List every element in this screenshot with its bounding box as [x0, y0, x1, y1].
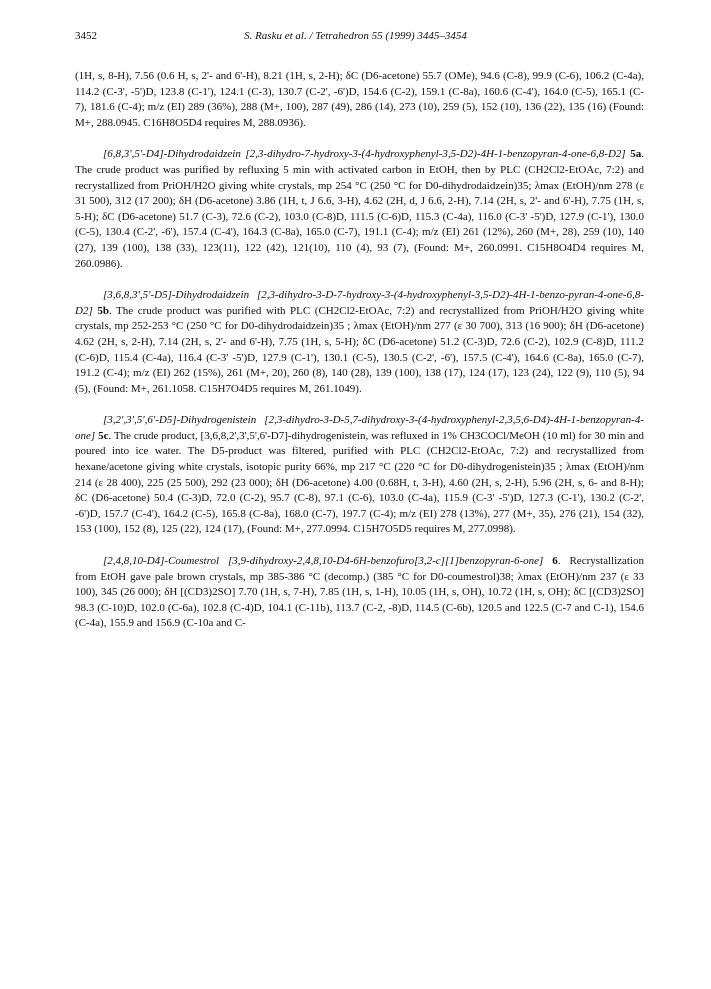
paragraph-text: . The crude product, [3,6,8,2',3',5',6'-D7]-dihydrogenistein, was refluxed in 1% CH3COCl/MeOH (10 ml) for 30 min and poured into ice water. The D5-product was filtered, purified with PLC (CH2Cl2-EtOAc, 7:2) and recrystallized from hexane/acetone giving white crystals, isotopic purity 66%, mp 217 °C (220 °C for D0-dihydrogenistein)35 ; λmax (EtOH)/nm 214 (ε 28 400), 225 (25 500), 292 (23 000); δH (D6-acetone) 4.00 (0.68H, t, 3-H), 4.60 (2H, s, 2-H), 5.96 (2H, s, 6- and 8-H); δC (D6-acetone) 50.4 (C-3)D, 72.0 (C-2), 95.7 (C-8), 97.1 (C-6), 103.0 (C-4a), 115.9 (C-3' -5')D, 127.3 (C-1'), 130.2 (C-2', -6')D, 157.7 (C-4'), 164.2 (C-5), 165.8 (C-8a), 168.0 (C-7), 197.7 (C-4); m/z (EI) 278 (13%), 277 (M+, 35), 276 (21), 154 (32), 153 (100), 152 (8), 125 (22), 124 (17), (Found: M+, 277.0994. C15H7O5D5 requires M, 277.0998).	[75, 429, 644, 536]
paragraph-continued-data	[75, 69, 644, 131]
paragraph-text: . The crude product was purified with PLC (CH2Cl2-EtOAc, 7:2) and recrystallized from PriOH/H2O giving white crystals, mp 252-253 °C (250 °C for D0-dihydrodaidzein)35 ; λmax (EtOH)/nm 277 (ε 30 700), 313 (16 900); δH (D6-acetone) 4.62 (2H, s, 2-H), 7.14 (2H, s, 2'- and 6'-H), 7.75 (1H, s, 5-H); δC (D6-acetone) 51.2 (C-3)D, 72.6 (C-2), 102.9 (C-8)D, 111.2 (C-6)D, 115.4 (C-4a), 116.4 (C-3' -5')D, 127.9 (C-1'), 130.1 (C-5), 130.5 (C-2', -6'), 157.5 (C-4'), 164.6 (C-8a), 165.0 (C-7), 191.2 (C-4); m/z (EI) 262 (15%), 261 (M+, 20), 260 (8), 140 (28), 139 (100), 138 (17), 124 (17), 123 (24), 122 (9), 110 (5), 94 (5), (Found: M+, 261.1058. C15H7O4D5 requires M, 261.1049).	[75, 304, 645, 395]
body-text	[75, 69, 644, 648]
compound-title: [6,8,3',5'-D4]-Dihydrodaidzein [2,3-dihydro-7-hydroxy-3-(4-hydroxyphenyl-3,5-D2)-4H-1-benzopyran-4-one-6,8-D2]	[103, 148, 626, 161]
paragraph-compound-6	[75, 554, 644, 632]
paragraph-text: . The crude product was purified by refluxing 5 min with activated carbon in EtOH, then by PLC (CH2Cl2-EtOAc, 7:2) and recrystallized from PriOH/H2O giving white crystals, mp 254 °C (250 °C for D0-dihydrodaidzein)35; λmax (EtOH)/nm 278 (ε 31 500), 312 (17 200); δH (D6-acetone) 3.86 (1H, t, J 6.6, 3-H), 4.62 (2H, d, J 6.6, 2-H), 7.14 (2H, s, 2'- and 6'-H), 7.75 (1H, s, 5-H); δC (D6-acetone) 51.7 (C-3), 72.6 (C-2), 103.0 (C-8)D, 111.5 (C-6)D, 115.3 (C-4a), 116.0 (C-3' -5')D, 127.9 (C-1'), 130.0 (C-5), 130.4 (C-2', -6'), 157.4 (C-4'), 164.3 (C-8a), 165.0 (C-7), 191.1 (C-4); m/z (EI) 261 (12%), 260 (M+, 28), 259 (10), 140 (27), 139 (100), 138 (33), 123(11), 122 (42), 121(10), 110 (4), 93 (7), (Found: M+, 260.0991. C15H8O4D4 requires M, 260.0986).	[75, 148, 644, 270]
paragraph-compound-5b	[75, 288, 644, 397]
compound-number: 5b	[97, 304, 109, 317]
compound-title: [2,4,8,10-D4]-Coumestrol [3,9-dihydroxy-2,4,8,10-D4-6H-benzofuro[3,2-c][1]benzopyran-6-one]	[103, 555, 544, 568]
compound-number: 6	[552, 555, 558, 568]
compound-number: 5a	[630, 148, 642, 161]
compound-number: 5c	[98, 429, 109, 442]
running-header-citation: S. Rasku et al. / Tetrahedron 55 (1999) 3445–3454	[244, 30, 467, 42]
paragraph-compound-5c	[75, 413, 644, 538]
paragraph-compound-5a	[75, 147, 644, 272]
compound-title: [3,6,8,3',5'-D5]-Dihydrodaidzein [2,3-dihydro-3-D-7-hydroxy-3-(4-hydroxyphenyl-3,5-D2)-4H-1-benzo-pyran-4-one-6,8-D2]	[75, 289, 644, 317]
paragraph-text: (1H, s, 8-H), 7.56 (0.6 H, s, 2'- and 6'-H), 8.21 (1H, s, 2-H); δC (D6-acetone) 55.7 (OMe), 94.6 (C-8), 99.9 (C-6), 106.2 (C-4a), 114.2 (C-3', -5')D, 123.8 (C-1'), 124.1 (C-3), 130.7 (C-2', -6')D, 154.6 (C-2), 159.1 (C-8a), 160.6 (C-4'), 164.0 (C-5), 165.1 (C-7), 181.6 (C-4); m/z (EI) 289 (36%), 288 (M+, 100), 287 (49), 286 (14), 273 (10), 259 (5), 152 (10), 136 (22), 135 (16) (Found: M+, 288.0945. C16H8O5D4 requires M, 288.0936).	[75, 70, 644, 129]
page-number: 3452	[75, 30, 97, 42]
paragraph-text: . Recrystallization from EtOH gave pale brown crystals, mp 385-386 °C (decomp.) (385 °C for D0-coumestrol)38; λmax (EtOH)/nm 237 (ε 33 100), 345 (26 000); δH [(CD3)2SO] 7.70 (1H, s, 7-H), 7.85 (1H, s, 1-H), 10.05 (1H, s, OH), 10.72 (1H, s, OH); δC [(CD3)2SO] 98.3 (C-10)D, 102.0 (C-6a), 102.8 (C-4)D, 104.1 (C-11b), 113.7 (C-2, -8)D, 114.5 (C-6b), 120.5 and 122.5 (C-7 and C-1), 154.6 (C-4a), 155.9 and 156.9 (C-10a and C-	[75, 555, 644, 630]
compound-title: [3,2',3',5',6'-D5]-Dihydrogenistein [2,3-dihydro-3-D-5,7-dihydroxy-3-(4-hydroxyphenyl-2,3,5,6-D4)-4H-1-benzopyran-4-one]	[75, 414, 644, 442]
